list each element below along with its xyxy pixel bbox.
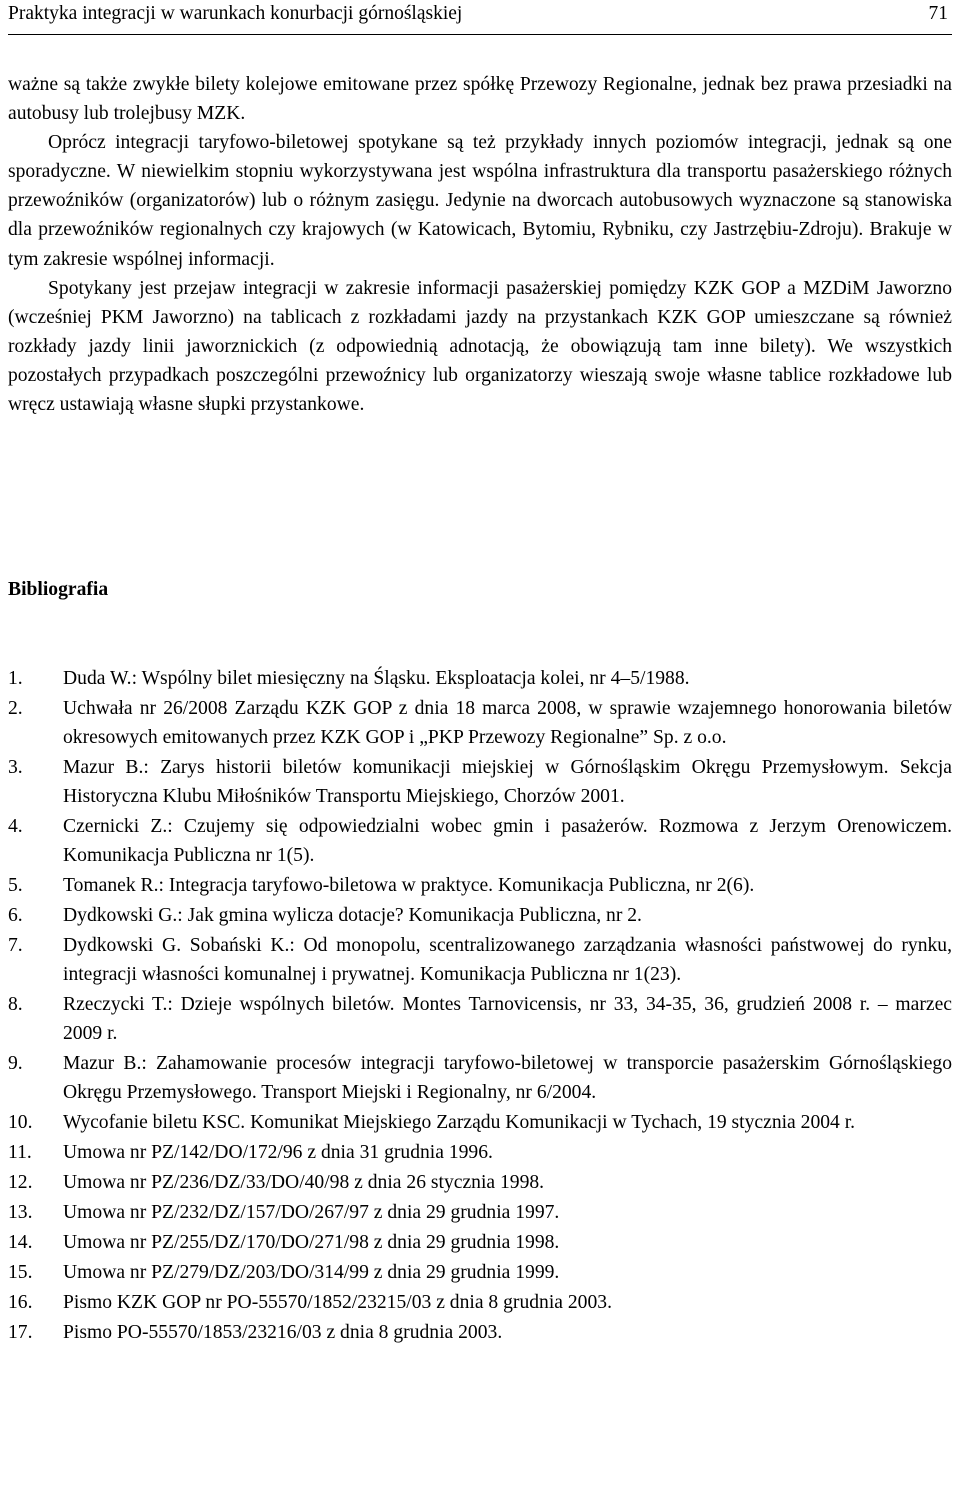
reference-item (8, 1108, 952, 1137)
reference-text: Mazur B.: Zahamowanie procesów integracji taryfowo-biletowej w transporcie pasażerskim Górnośląskiego Okręgu Przemysłowego. Transport Miejski i Regionalny, nr 6/2004. (63, 1053, 952, 1104)
reference-text: Umowa nr PZ/279/DZ/203/DO/314/99 z dnia 29 grudnia 1999. (63, 1262, 560, 1284)
reference-text: Uchwała nr 26/2008 Zarządu KZK GOP z dnia 18 marca 2008, w sprawie wzajemnego honorowania biletów okresowych emitowanych przez KZK GOP i „PKP Przewozy Regionalne” Sp. z o.o. (63, 697, 952, 749)
reference-number: 11. (8, 1142, 32, 1164)
reference-item (8, 1288, 952, 1317)
reference-text: Umowa nr PZ/236/DZ/33/DO/40/98 z dnia 26 stycznia 1998. (63, 1172, 545, 1194)
paragraph: Oprócz integracji taryfowo-biletowej spotykane są też przykłady innych poziomów integracji, jednak są one sporadyczne. W niewielkim stopniu wykorzystywana jest wspólna infrastruktura dla transportu pasażerskiego różnych przewoźników (organizatorów) lub o różnym zasięgu. Jedynie na dworcach autobusowych wyznaczone są stanowiska dla przewoźników regionalnych czy krajowych (w Katowicach, Bytomiu, Rybniku, czy Jastrzębiu-Zdroju). Brakuje w tym zakresie wspólnej informacji. (8, 132, 952, 270)
reference-item (8, 694, 952, 752)
reference-number: 3. (8, 757, 23, 779)
reference-text: Wycofanie biletu KSC. Komunikat Miejskiego Zarządu Komunikacji w Tychach, 19 stycznia 2004 r. (63, 1112, 856, 1134)
reference-number: 4. (8, 816, 23, 838)
reference-item (8, 931, 952, 989)
reference-item (8, 901, 952, 930)
reference-text: Duda W.: Wspólny bilet miesięczny na Śląsku. Eksploatacja kolei, nr 4–5/1988. (63, 668, 690, 689)
reference-number: 2. (8, 697, 23, 719)
reference-item (8, 871, 952, 900)
reference-number: 7. (8, 935, 23, 957)
reference-number: 15. (8, 1262, 33, 1284)
reference-text: Dydkowski G.: Jak gmina wylicza dotacje? Komunikacja Publiczna, nr 2. (63, 905, 642, 927)
reference-item (8, 664, 952, 693)
reference-item (8, 1198, 952, 1227)
reference-text: Umowa nr PZ/255/DZ/170/DO/271/98 z dnia 29 grudnia 1998. (63, 1232, 560, 1254)
reference-number: 1. (8, 668, 23, 689)
reference-item (8, 1318, 952, 1347)
reference-text: Umowa nr PZ/142/DO/172/96 z dnia 31 grudnia 1996. (63, 1142, 493, 1164)
reference-item (8, 812, 952, 870)
reference-number: 16. (8, 1292, 33, 1314)
page-number: 71 (928, 3, 948, 24)
reference-number: 5. (8, 875, 23, 897)
reference-text: Umowa nr PZ/232/DZ/157/DO/267/97 z dnia 29 grudnia 1997. (63, 1202, 560, 1224)
paragraph: ważne są także zwykłe bilety kolejowe emitowane przez spółkę Przewozy Regionalne, jednak bez prawa przesiadki na autobusy lub trolejbusy MZK. (8, 74, 952, 125)
reference-text: Tomanek R.: Integracja taryfowo-biletowa w praktyce. Komunikacja Publiczna, nr 2(6). (63, 875, 755, 897)
bibliography-list (8, 664, 952, 1348)
reference-item (8, 1049, 952, 1107)
reference-text: Dydkowski G. Sobański K.: Od monopolu, scentralizowanego zarządzania własności państwowej do rynku, integracji własności komunalnej i prywatnej. Komunikacja Publiczna nr 1(23). (63, 935, 952, 986)
body-text (8, 70, 952, 419)
reference-number: 6. (8, 905, 23, 927)
reference-item (8, 1258, 952, 1287)
reference-text: Czernicki Z.: Czujemy się odpowiedzialni wobec gmin i pasażerów. Rozmowa z Jerzym Orenowiczem. Komunikacja Publiczna nr 1(5). (63, 816, 952, 867)
reference-number: 10. (8, 1112, 33, 1134)
paragraph: Spotykany jest przejaw integracji w zakresie informacji pasażerskiej pomiędzy KZK GOP a MZDiM Jaworzno (wcześniej PKM Jaworzno) na tablicach z rozkładami jazdy na przystankach KZK GOP umieszczane są również rozkłady jazdy linii jaworznickich (z odpowiednią adnotacją, że obowiązują tam inne bilety). We wszystkich pozostałych przypadkach poszczególni przewoźnicy lub organizatorzy wieszają swoje własne tablice rozkładowe lub wręcz ustawiają własne słupki przystankowe. (8, 277, 952, 416)
reference-text: Pismo PO-55570/1853/23216/03 z dnia 8 grudnia 2003. (63, 1322, 503, 1344)
reference-text: Mazur B.: Zarys historii biletów komunikacji miejskiej w Górnośląskim Okręgu Przemysłowym. Sekcja Historyczna Klubu Miłośników Transportu Miejskiego, Chorzów 2001. (63, 757, 952, 808)
reference-item (8, 1168, 952, 1197)
reference-item (8, 753, 952, 811)
reference-item (8, 990, 952, 1048)
reference-item (8, 1228, 952, 1257)
reference-number: 14. (8, 1232, 33, 1254)
reference-number: 13. (8, 1202, 33, 1224)
running-header-title: Praktyka integracji w warunkach konurbacji górnośląskiej (8, 3, 463, 24)
bibliography-heading: Bibliografia (8, 579, 109, 600)
reference-number: 8. (8, 994, 23, 1016)
reference-number: 17. (8, 1322, 33, 1344)
reference-text: Pismo KZK GOP nr PO-55570/1852/23215/03 z dnia 8 grudnia 2003. (63, 1292, 612, 1314)
reference-number: 9. (8, 1053, 23, 1075)
running-header (8, 0, 952, 35)
reference-text: Rzeczycki T.: Dzieje wspólnych biletów. Montes Tarnovicensis, nr 33, 34-35, 36, grudzień 2008 r. – marzec 2009 r. (63, 994, 952, 1045)
reference-number: 12. (8, 1172, 33, 1194)
reference-item (8, 1138, 952, 1167)
